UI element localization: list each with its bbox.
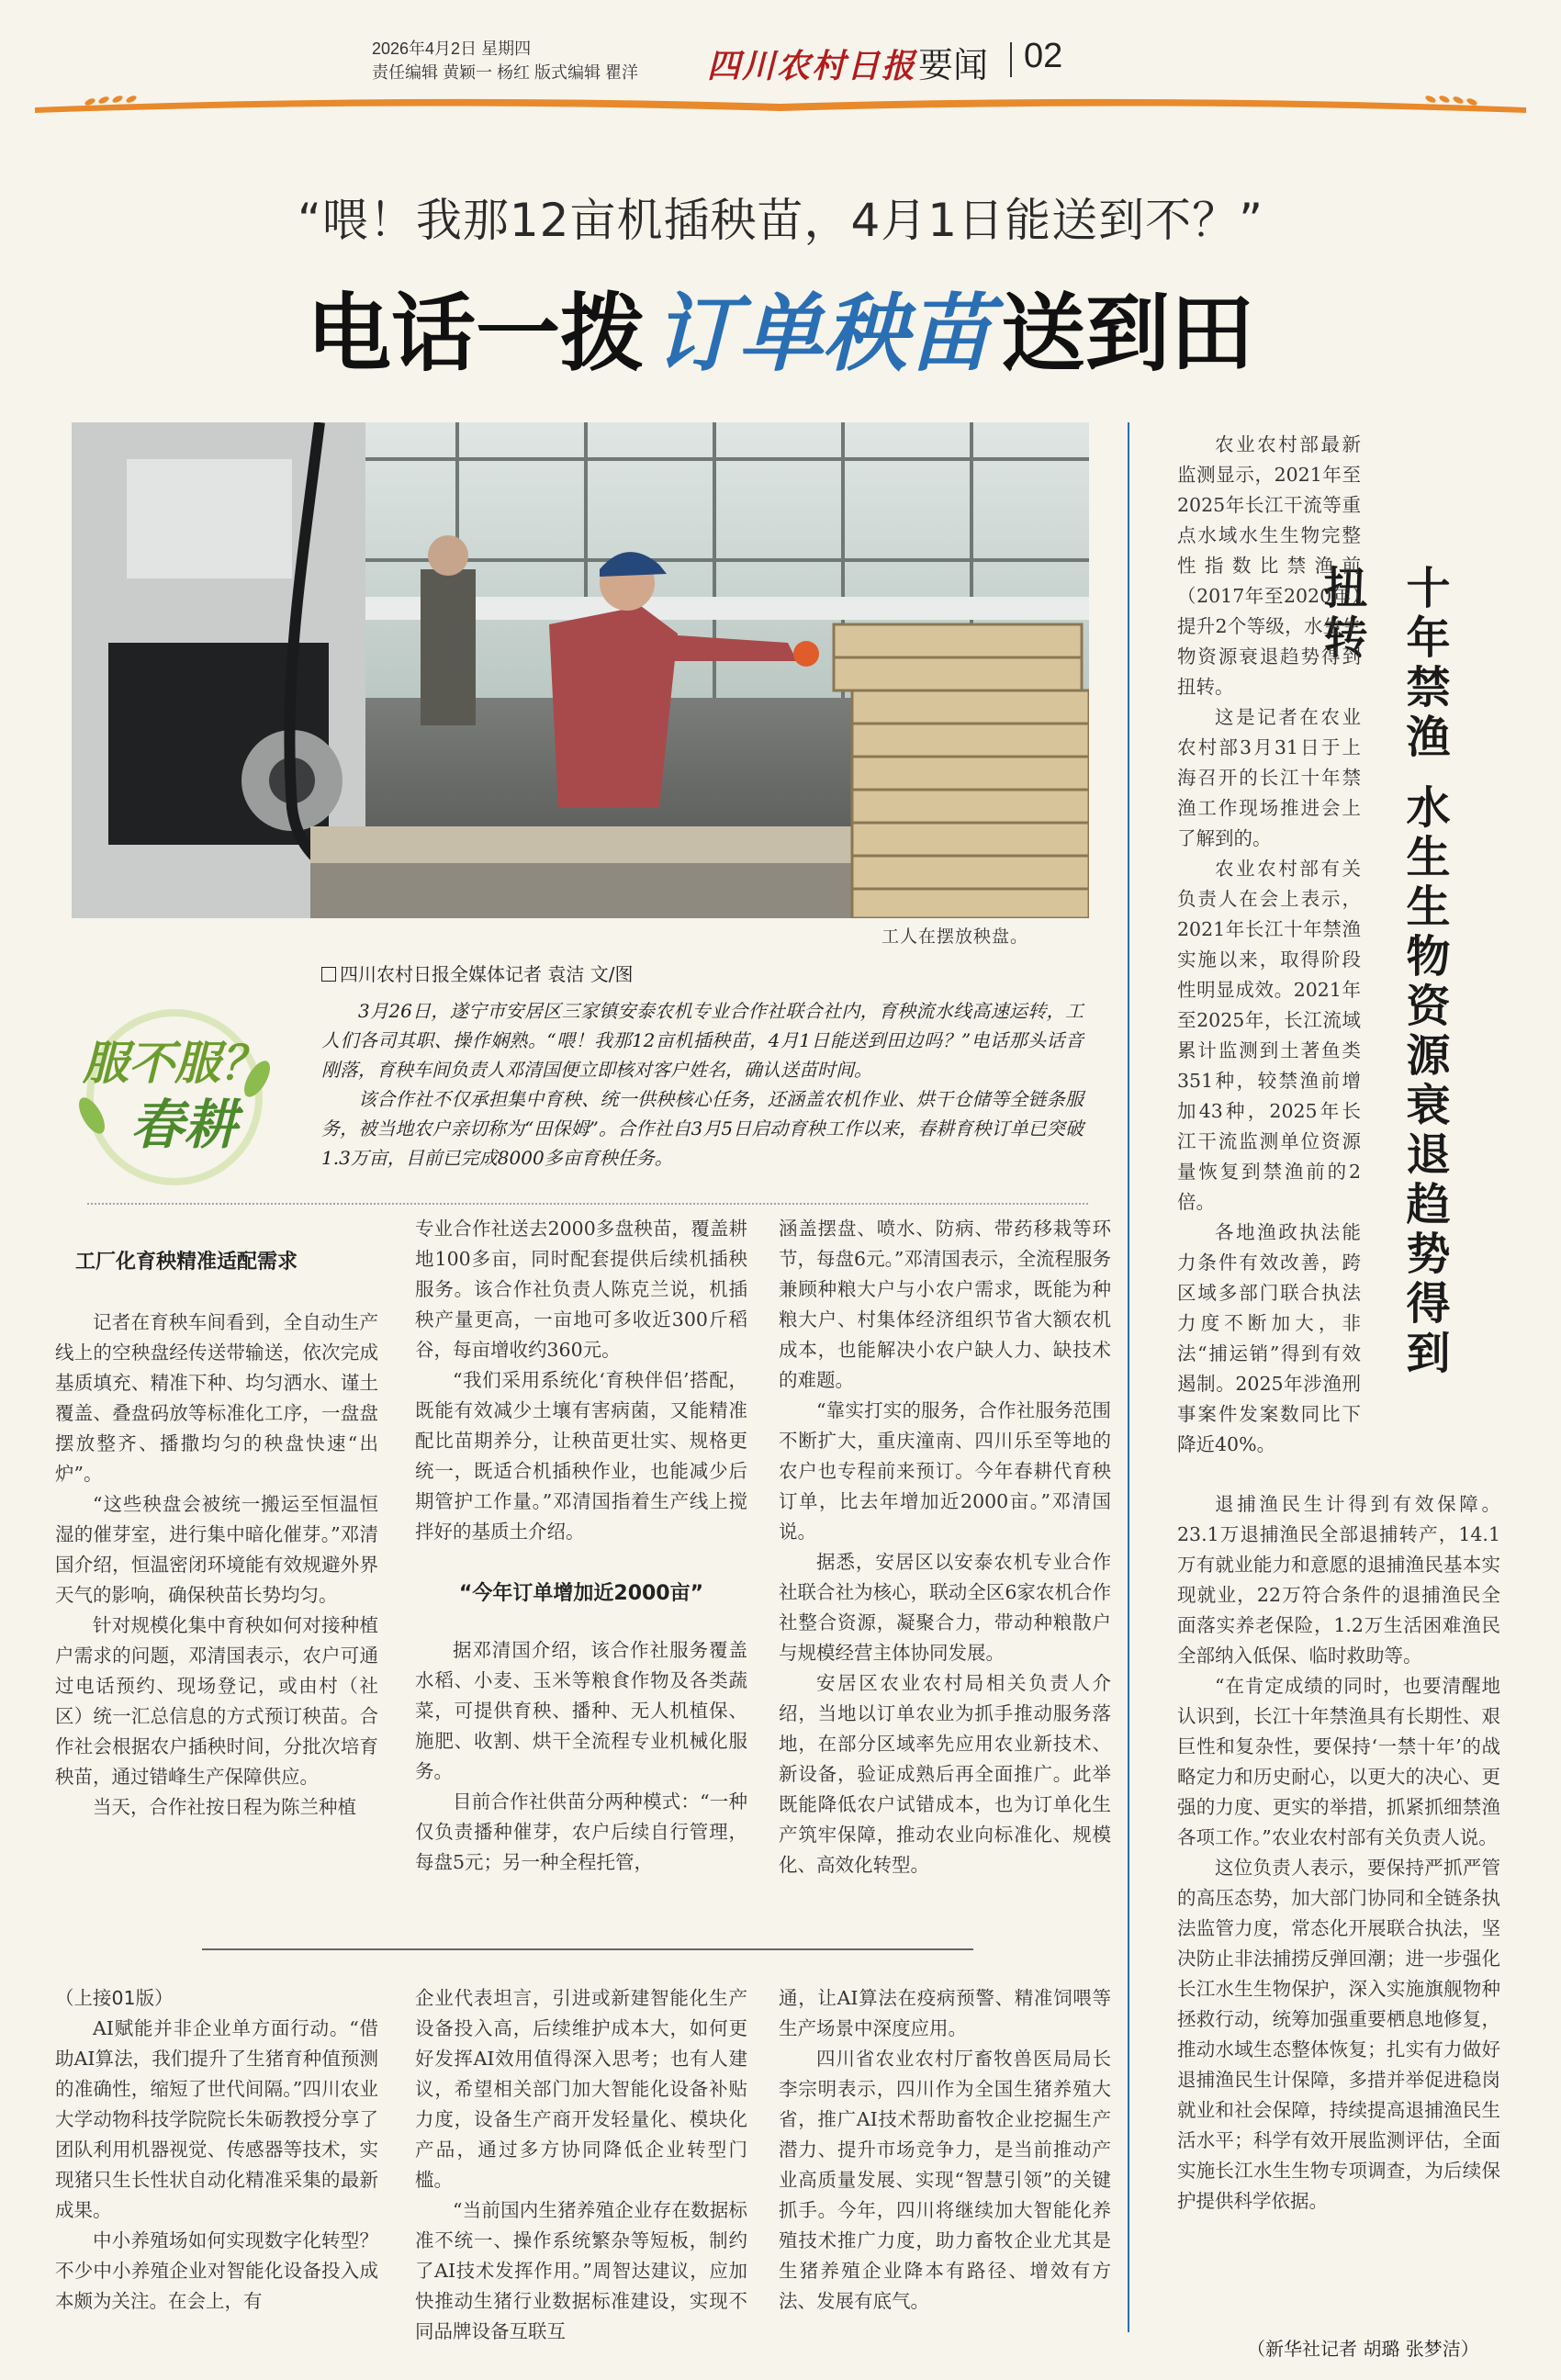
side-story-rule [1128,422,1129,2332]
body-paragraph: 针对规模化集中育秧如何对接种植户需求的问题，邓清国表示，农户可通过电话预约、现场登记，或由村（社区）统一汇总信息的方式预订秧苗。合作社会根据农户插秧时间，分批次培育秧苗，通过错峰生产保障供应。 [55,1614,378,1788]
news-photo[interactable] [72,422,1089,918]
body-paragraph: “我们采用系统化‘育秧伴侣’搭配，既能有效减少土壤有害病菌，又能精准配比苗期养分，让秧苗更壮实、规格更统一，既适合机插秧作业，也能减少后期管护工作量。”邓清国指着生产线上搅拌好的基质土介绍。 [415,1369,747,1543]
masthead-meta [372,37,638,84]
byline [321,960,633,986]
body-paragraph: 安居区农业农村局相关负责人介绍，当地以订单农业为抓手推动服务落地，在部分区域率先应用农业新技术、新设备，验证成熟后再全面推广。此举既能降低农户试错成本，也为订单化生产筑牢保障，推动农业向标准化、规模化、高效化转型。 [779,1672,1111,1876]
headline-part-a: 电话一拨 [306,285,645,383]
body-paragraph: 据邓清国介绍，该合作社服务覆盖水稻、小麦、玉米等粮食作物及各类蔬菜，可提供育秧、播种、无人机植保、施肥、收割、烘干全流程专业机械化服务。 [415,1639,747,1782]
body-paragraph: AI赋能并非企业单方面行动。“借助AI算法，我们提升了生猪育种值预测的准确性，缩短了世代间隔。”四川农业大学动物科技学院院长朱砺教授分享了团队利用机器视觉、传感器等技术，实现猪只生长性状自动化精准采集的最新成果。 [55,2017,378,2221]
body-paragraph: 农业农村部最新监测显示，2021年至2025年长江干流等重点水域水生生物完整性指数比禁渔前（2017年至2020年）提升2个等级，水生生物资源衰退趋势得到扭转。 [1177,433,1361,698]
masthead-date: 2026年4月2日 星期四 [372,39,532,58]
section-divider [202,1948,973,1950]
continuation-column-2 [415,1983,747,2347]
headline-kicker: “喂！我那12亩机插秧苗，4月1日能送到不？” [297,194,1264,247]
body-paragraph: 涵盖摆盘、喷水、防病、带药移栽等环节，每盘6元。”邓清国表示，全流程服务兼顾种粮大户与小农户需求，既能为种粮大户、村集体经济组织节省大额农机成本，也能解决小农户缺人力、缺技术的难题。 [779,1218,1111,1391]
headline-part-b: 送到田 [1001,285,1255,383]
body-paragraph: 记者在育秧车间看到，全自动生产线上的空秧盘经传送带输送，依次完成基质填充、精准下种、均匀洒水、谨土覆盖、叠盘码放等标准化工序，一盘盘摆放整齐、播撒均匀的秧盘快速“出炉”。 [55,1311,378,1485]
body-paragraph: “当前国内生猪养殖企业存在数据标准不统一、操作系统繁杂等短板，制约了AI技术发挥作用。”周智达建议，应加快推动生猪行业数据标准建设，实现不同品牌设备互联互 [415,2199,747,2342]
masthead-wheat-band [35,95,1526,115]
body-paragraph: 退捕渔民生计得到有效保障。23.1万退捕渔民全部退捕转产，14.1万有就业能力和意愿的退捕渔民基本实现就业，22万符合条件的退捕渔民全面落实养老保险，1.2万生活困难渔民全部纳入低保、临时救助等。 [1177,1493,1500,1667]
continuation-column-1 [55,1983,378,2317]
paper-logo[interactable]: 四川农村日报 [707,47,917,85]
headline-main[interactable] [0,266,1561,387]
column-logo-line1: 服不服？ [83,1036,266,1090]
subhead: 工厂化育秧精准适配需求 [75,1251,298,1274]
body-paragraph: 据悉，安居区以安泰农机专业合作社联合社为核心，联动全区6家农机合作社整合资源，凝聚合力，带动种粮散户与规模经营主体协同发展。 [779,1551,1111,1664]
body-paragraph: 目前合作社供苗分两种模式：“一种仅负责播种催芽，农户后续自行管理，每盘5元；另一种全程托管， [415,1791,747,1873]
subhead: “今年订单增加近2000亩” [458,1582,704,1605]
masthead-editors: 责任编辑 黄颖一 杨红 版式编辑 瞿洋 [372,63,639,82]
side-story-bottom [1177,1489,1500,2217]
body-paragraph: 四川省农业农村厅畜牧兽医局局长李宗明表示，四川作为全国生猪养殖大省，推广AI技术帮助畜牧企业挖掘生产潜力、提升市场竞争力，是当前推动产业高质量发展、实现“智慧引领”的关键抓手。今年，四川将继续加大智能化养殖技术推广力度，助力畜牧企业尤其是生猪养殖企业降本有路径、增效有方法、发展有底气。 [779,2048,1111,2312]
column-logo-line2: 春耕 [129,1094,238,1156]
body-paragraph: 当天，合作社按日程为陈兰种植 [93,1796,356,1818]
headline-highlight: 订单秧苗 [653,285,992,383]
body-paragraph: 这是记者在农业农村部3月31日于上海召开的长江十年禁渔工作现场推进会上了解到的。 [1177,706,1361,849]
body-column-3 [779,1214,1111,1880]
body-paragraph: 专业合作社送去2000多盘秧苗，覆盖耕地100多亩，同时配套提供后续机插秧服务。该合作社负责人陈克兰说，机插秧产量更高，一亩地可多收近300斤稻谷，每亩增收约360元。 [415,1218,747,1361]
continuation-column-3 [779,1983,1111,2317]
body-paragraph: 各地渔政执法能力条件有效改善，跨区域多部门联合执法力度不断加大，非法“捕运销”得到有效遏制。2025年涉渔刑事案件发案数同比下降近40%。 [1177,1221,1361,1455]
lede [321,996,1084,1173]
body-paragraph: “这些秧盘会被统一搬运至恒温恒湿的催芽室，进行集中暗化催芽。”邓清国介绍，恒温密闭环境能有效规避外界天气的影响，确保秧苗长势均匀。 [55,1493,378,1606]
lede-paragraph: 该合作社不仅承担集中育秧、统一供秧核心任务，还涵盖农机作业、烘干仓储等全链条服务，被当地农户亲切称为“田保姆”。合作社自3月5日启动育秧工作以来，春耕育秧订单已突破1.3万亩，目前已完成8000多亩育秧任务。 [321,1088,1084,1169]
body-paragraph: 这位负责人表示，要保持严抓严管的高压态势，加大部门协同和全链条执法监管力度，常态化开展联合执法，坚决防止非法捕捞反弹回潮；进一步强化长江水生生物保护，深入实施旗舰物种拯救行动，统筹加强重要栖息地修复，推动水域生态整体恢复；扎实有力做好退捕渔民生计保障，多措并举促进稳岗就业和社会保障，持续提高退捕渔民生活水平；科学有效开展监测评估，全面实施长江水生生物专项调查，为后续保护提供科学依据。 [1177,1857,1500,2212]
lede-paragraph: 3月26日，遂宁市安居区三家镇安泰农机专业合作社联合社内，育秧流水线高速运转，工人们各司其职、操作娴熟。“喂！我那12亩机插秧苗，4月1日能送到田边吗？”电话那头话音刚落，育秧车间负责人邓清国便立即核对客户姓名，确认送苗时间。 [321,1000,1084,1081]
body-paragraph: “靠实打实的服务，合作社服务范围不断扩大，重庆潼南、四川乐至等地的农户也专程前来预订。今年春耕代育秧订单，比去年增加近2000亩。”邓清国说。 [779,1399,1111,1543]
side-story-title[interactable]: 十年禁渔 水生生物资源衰退趋势得到扭转 [1316,565,1450,1379]
masthead-divider [1010,42,1012,77]
seedling-workshop-photo [72,422,1089,918]
column-logo [64,1005,285,1189]
photo-caption: 工人在摆放秧盘。 [882,926,1029,947]
body-paragraph: 中小养殖场如何实现数字化转型？不少中小养殖企业对智能化设备投入成本颇为关注。在会上，有 [55,2229,378,2312]
body-column-1 [55,1214,378,1823]
continued-from-label[interactable]: （上接01版） [55,1987,174,2009]
section-name: 要闻 [918,47,989,85]
body-paragraph: 通，让AI算法在疫病预警、精准饲喂等生产场景中深度应用。 [779,1987,1111,2039]
body-paragraph: 农业农村部有关负责人在会上表示，2021年长江十年禁渔实施以来，取得阶段性明显成效。2021年至2025年，长江流域累计监测到土著鱼类351种，较禁渔前增加43种，2025年长江干流监测单位资源量恢复到禁渔前的2倍。 [1177,858,1361,1213]
body-paragraph: 企业代表坦言，引进或新建智能化生产设备投入高，后续维护成本大，如何更好发挥AI效用值得深入思考；也有人建议，希望相关部门加大智能化设备补贴力度，设备生产商开发轻量化、模块化产品，通过多方协同降低企业转型门槛。 [415,1987,747,2191]
byline-box-icon [321,967,336,982]
side-story-top [1177,430,1361,1460]
body-column-2 [415,1214,747,1878]
body-paragraph: “在肯定成绩的同时，也要清醒地认识到，长江十年禁渔具有长期性、艰巨性和复杂性，要保持‘一禁十年’的战略定力和历史耐心，以更大的决心、更强的力度、更实的举措，抓紧抓细禁渔各项工作。”农业农村部有关负责人说。 [1177,1675,1500,1848]
side-story-credit: （新华社记者 胡璐 张梦洁） [1247,2338,1479,2360]
lede-divider [87,1203,1088,1205]
page-number: 02 [1024,37,1063,75]
byline-text: 四川农村日报全媒体记者 袁洁 文/图 [340,963,634,985]
